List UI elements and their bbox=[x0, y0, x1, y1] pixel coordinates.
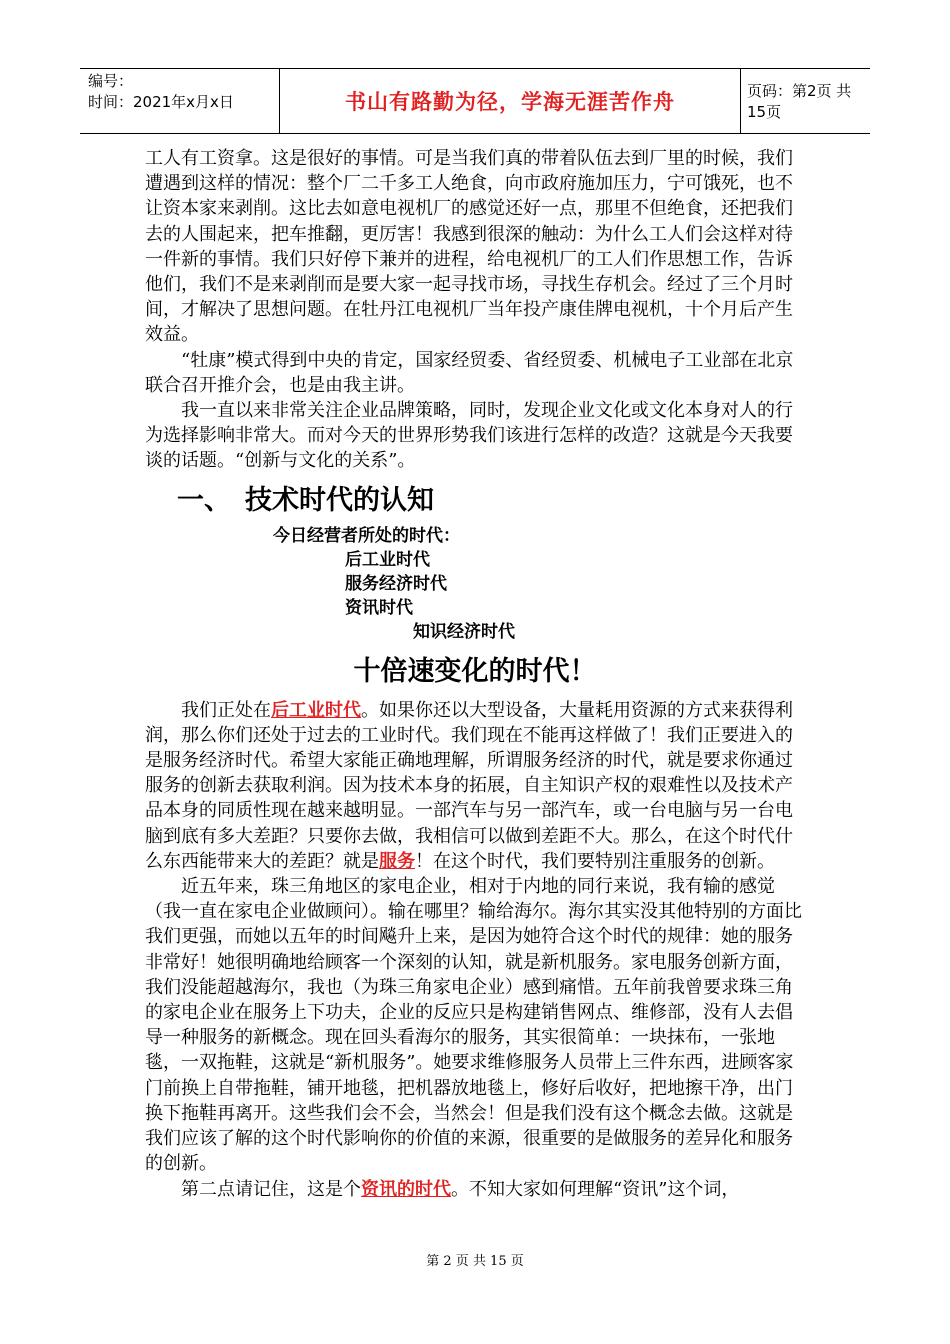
paragraph-6-start: 第二点请记住，这是个 bbox=[181, 1178, 361, 1200]
header-motto: 书山有路勤为径，学海无涯苦作舟 bbox=[280, 69, 741, 133]
section-heading bbox=[177, 482, 805, 520]
paragraph-5: 近五年来，珠三角地区的家电企业，相对于内地的同行来说，我有输的感觉（我一直在家电企业做顾问）。输在哪里？输给海尔。海尔其实没其他特别的方面比我们更强，而她以五年的时间飚升上来，是因为她符合这个时代的规律：她的服务非常好！她很明确地给顾客一个深刻的认知，就是新机服务。家电服务创新方面，我们没能超越海尔，我也（为珠三角家电企业）感到痛惜。五年前我曾要求珠三角的家电企业在服务上下功夫，企业的反应只是构建销售网点、维修部，没有人去倡导一种服务的新概念。现在回头看海尔的服务，其实很简单：一块抹布，一张地毯，一双拖鞋，这就是“新机服务”。她要求维修服务人员带上三件东西，进顾客家门前换上自带拖鞋，铺开地毯，把机器放地毯上，修好后收好，把地擦干净，出门换下拖鞋再离开。这些我们会不会，当然会！但是我们没有这个概念去做。这就是我们应该了解的这个时代影响你的价值的来源，很重要的是做服务的差异化和服务的创新。 bbox=[145, 876, 802, 1175]
document-number-label: 编号： bbox=[88, 72, 134, 90]
era-list-item: 知识经济时代 bbox=[413, 621, 515, 642]
era-list-title: 今日经营者所处的时代： bbox=[273, 525, 460, 546]
era-list-item: 资讯时代 bbox=[345, 597, 413, 618]
paragraph-6 bbox=[145, 1177, 805, 1202]
paragraph-6-end: 。不知大家如何理解“资讯”这个词， bbox=[451, 1178, 740, 1200]
highlight-service-link[interactable]: 服务 bbox=[379, 850, 415, 872]
header-page-info: 页码：第2页 共15页 bbox=[747, 82, 852, 121]
page-footer: 第 2 页 共 15 页 bbox=[426, 1254, 524, 1269]
document-time-label: 时间：2021年x月x日 bbox=[88, 93, 234, 111]
document-body bbox=[145, 146, 805, 1202]
page-header bbox=[80, 68, 870, 134]
paragraph-4-start: 我们正处在 bbox=[181, 699, 271, 721]
header-meta bbox=[80, 69, 280, 133]
paragraph-4-middle: 。如果你还以大型设备，大量耗用资源的方式来获得利润，那么你们还处于过去的工业时代。我们现在不能再这样做了！我们正要进入的是服务经济时代。希望大家能正确地理解，所谓服务经济的时代，就是要求你通过服务的创新去获取利润。因为技术本身的拓展，自主知识产权的艰难性以及技术产品本身的同质性现在越来越明显。一部汽车与另一部汽车，或一台电脑与另一台电脑到底有多大差距？只要你去做，我相信可以做到差距不大。那么，在这个时代什么东西能带来大的差距？就是 bbox=[145, 699, 793, 872]
era-list-item: 服务经济时代 bbox=[345, 573, 447, 594]
highlight-post-industrial-link[interactable]: 后工业时代 bbox=[271, 699, 361, 721]
emphasis-title: 十倍速变化的时代！ bbox=[353, 655, 597, 687]
paragraph-1: 工人有工资拿。这是很好的事情。可是当我们真的带着队伍去到厂里的时候，我们遭遇到这样的情况：整个厂二千多工人绝食，向市政府施加压力，宁可饿死，也不让资本家来剥削。这比去如意电视机厂的感觉还好一点，那里不但绝食，还把我们去的人围起来，把车推翻，更厉害！我感到很深的触动：为什么工人们会这样对待一件新的事情。我们只好停下兼并的进程，给电视机厂的工人们作思想工作，告诉他们，我们不是来剥削而是要大家一起寻找市场，寻找生存机会。经过了三个月时间，才解决了思想问题。在牡丹江电视机厂当年投产康佳牌电视机，十个月后产生效益。 bbox=[145, 148, 793, 346]
era-list-item: 后工业时代 bbox=[345, 549, 430, 570]
section-heading-text: 技术时代的认知 bbox=[245, 484, 434, 516]
paragraph-4 bbox=[145, 698, 805, 874]
paragraph-4-end: ！在这个时代，我们要特别注重服务的创新。 bbox=[415, 850, 775, 872]
paragraph-3: 我一直以来非常关注企业品牌策略，同时，发现企业文化或文化本身对人的行为选择影响非常大。而对今天的世界形势我们该进行怎样的改造？这就是今天我要谈的话题。“创新与文化的关系”。 bbox=[145, 400, 793, 472]
section-heading-number: 一、 bbox=[177, 484, 231, 516]
highlight-information-era-link[interactable]: 资讯的时代 bbox=[361, 1178, 451, 1200]
paragraph-2: “牡康”模式得到中央的肯定，国家经贸委、省经贸委、机械电子工业部在北京联合召开推介会，也是由我主讲。 bbox=[145, 349, 794, 396]
